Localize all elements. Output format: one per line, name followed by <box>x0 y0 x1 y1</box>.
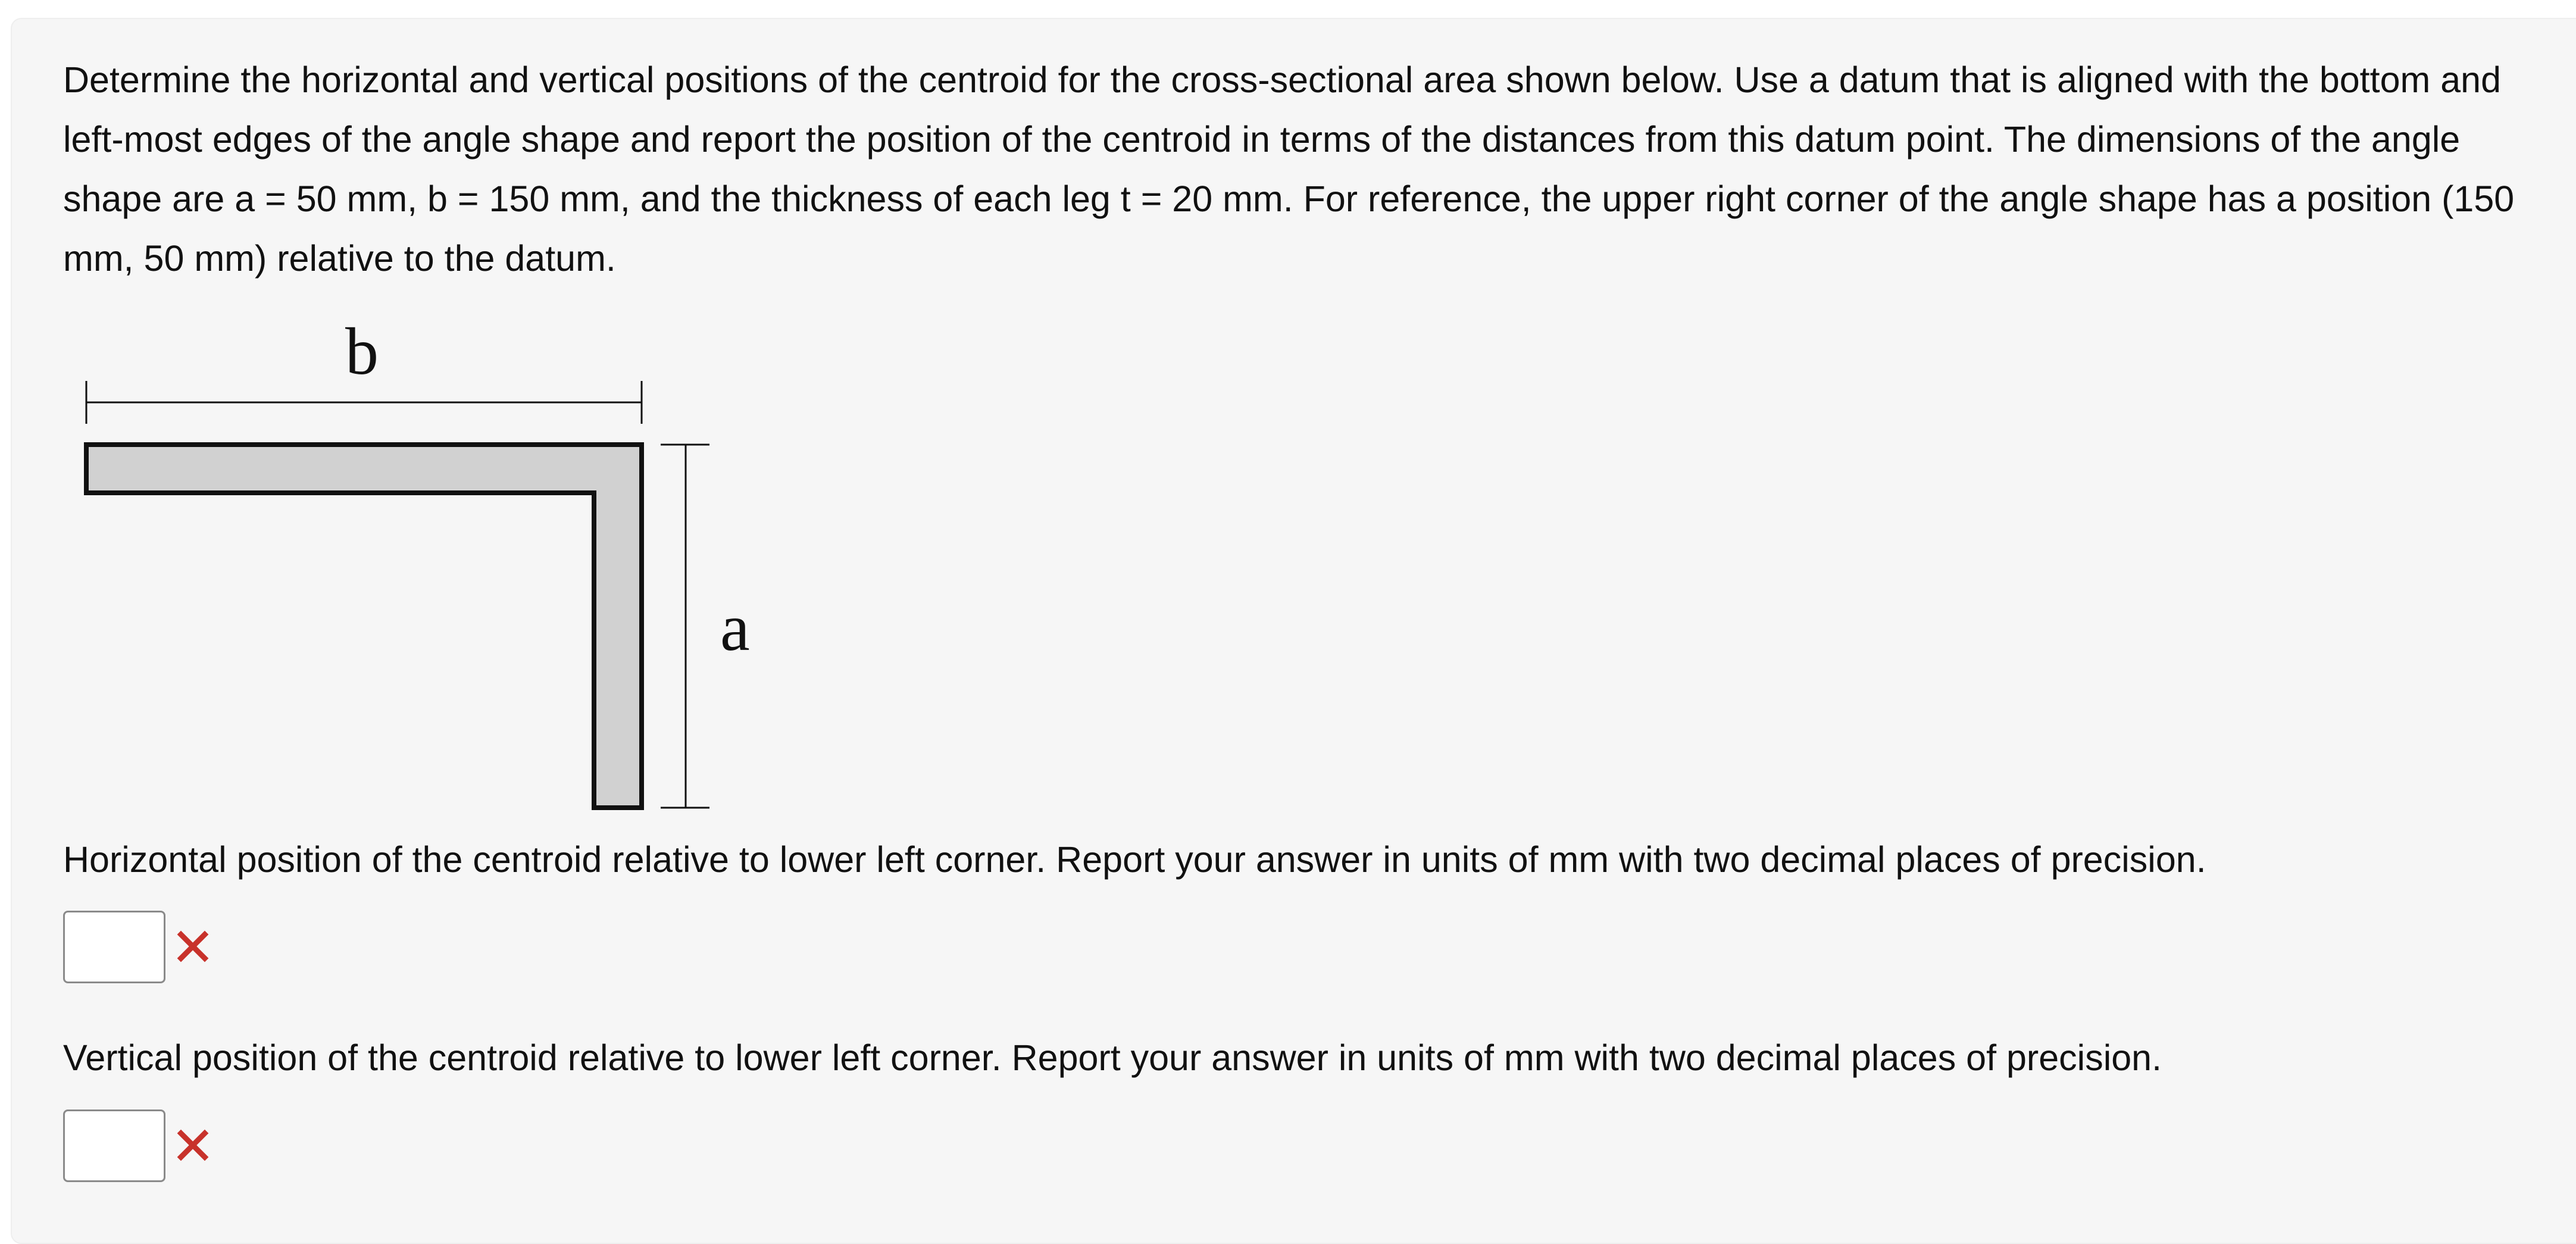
wrong-answer-icon <box>175 1127 211 1163</box>
question-text: Determine the horizontal and vertical positions of the centroid for the cross-sectional area shown below. Use a datum that is aligned with the bottom and left-most edges of the angle shape and report the position of the centroid in terms of the distances from this datum point. The dimensions of the angle shape are a = 50 mm, b = 150 mm, and the thickness of each leg t = 20 mm. For reference, the upper right corner of the angle shape has a position (150 mm, 50 mm) relative to the datum. <box>63 60 2515 279</box>
dimension-a-label: a <box>720 591 750 665</box>
wrong-answer-icon <box>175 929 211 964</box>
vertical-centroid-prompt: Vertical position of the centroid relative to lower left corner. Report your answer in units of mm with two decimal places of precision. <box>63 1037 2162 1078</box>
vertical-centroid-input[interactable] <box>63 1109 165 1182</box>
horizontal-centroid-input[interactable] <box>63 911 165 983</box>
dimension-b-label: b <box>345 315 379 389</box>
horizontal-centroid-prompt: Horizontal position of the centroid relative to lower left corner. Report your answer in units of mm with two decimal places of precision. <box>63 839 2206 880</box>
